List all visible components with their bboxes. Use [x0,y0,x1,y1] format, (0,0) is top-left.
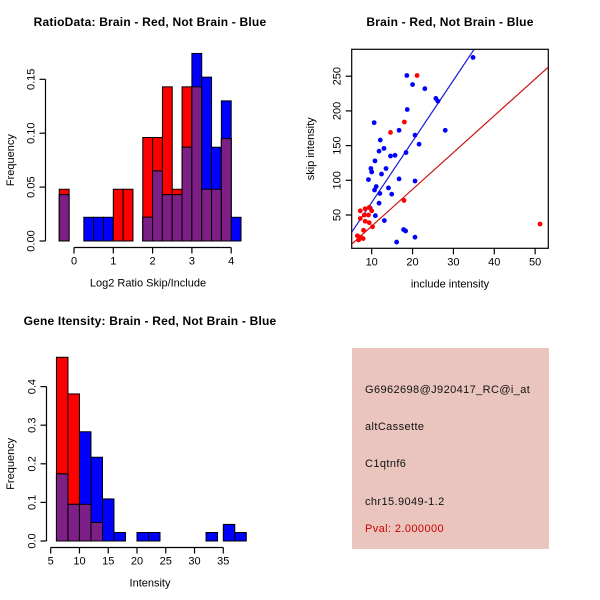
scatter-point-blue [373,158,378,163]
hist-bar-blue [137,533,149,541]
y-tick-label: 0.4 [26,378,39,395]
gene-intensity-histogram-plot [0,300,300,600]
scatter-point-blue [373,213,378,218]
scatter-point-blue [413,133,418,138]
probe-id-text: G6962698@J920417_RC@i_at [365,384,531,396]
scatter-point-red [388,130,393,135]
intensity-scatter-plot [300,0,600,300]
ratio-hist-title: RatioData: Brain - Red, Not Brain - Blue [33,15,267,29]
scatter-point-red [358,208,363,213]
scatter-point-red [362,213,367,218]
hist-bar-overlap [162,195,172,241]
x-tick-label: 1 [110,255,117,268]
hist-bar-overlap [202,189,212,241]
scatter-point-blue [366,177,371,182]
y-tick-label: 50 [331,208,344,222]
hist-bar-overlap [68,504,80,541]
scatter-point-blue [397,128,402,133]
hist-bar-overlap [59,195,69,241]
scatter-point-blue [413,179,418,184]
y-axis-title: Frequency [5,134,17,187]
hist-bar-overlap [143,217,153,241]
hist-bar-blue [114,533,126,541]
scatter-point-blue [369,170,374,175]
blue-fit-line [352,49,475,232]
scatter-point-blue [388,154,393,159]
hist-bar-overlap [192,87,202,241]
scatter-point-blue [394,240,399,245]
x-tick-label: 20 [406,256,419,269]
gene-info-panel [352,348,549,549]
scatter-point-blue [379,172,384,177]
scatter-point-blue [471,55,476,60]
y-tick-label: 150 [331,136,344,155]
x-tick-label: 50 [529,256,542,269]
hist-bar-blue [235,533,247,541]
x-tick-label: 20 [130,555,144,568]
x-axis-title: Log2 Ratio Skip/Include [89,277,207,290]
hist-bar-blue [149,533,161,541]
hist-bar-blue [103,217,113,241]
scatter-point-blue [377,201,382,206]
scatter-point-blue [382,218,387,223]
scatter-point-blue [422,86,427,91]
hist-bar-overlap [91,522,103,541]
hist-bar-blue [102,499,114,541]
scatter-point-red [538,222,543,227]
scatter-point-blue [372,188,377,193]
y-tick-label: 250 [331,67,344,86]
scatter-point-red [366,213,371,218]
scatter-point-red [361,228,366,233]
hist-bar-red [113,189,123,241]
splice-event-text: altCassette [365,421,425,433]
hist-bar-overlap [172,195,182,241]
scatter-point-blue [405,107,410,112]
scatter-point-blue [384,166,389,171]
x-tick-label: 2 [149,255,156,268]
y-axis-title: Frequency [5,437,17,490]
x-tick-label: 5 [47,555,54,568]
scatter-point-blue [377,149,382,154]
red-fit-line [352,67,549,244]
x-axis-title: Intensity [129,577,171,590]
hist-bar-overlap [221,139,231,241]
scatter-point-blue [443,128,448,133]
hist-bar-overlap [56,474,68,541]
hist-bar-overlap [212,189,222,241]
x-tick-label: 10 [365,256,378,269]
hist-bar-red [123,189,133,241]
scatter-point-blue [435,99,440,104]
scatter-point-blue [410,82,415,87]
scatter-point-red [370,224,375,229]
x-tick-label: 25 [159,555,172,568]
hist-bar-overlap [79,504,91,541]
scatter-point-red [415,73,420,78]
x-tick-label: 4 [228,255,235,268]
y-tick-label: 0.1 [26,494,39,511]
hist-bar-blue [206,533,218,541]
ratio-histogram-plot [0,0,300,300]
x-tick-label: 15 [102,555,115,568]
scatter-point-blue [393,153,398,158]
y-tick-label: 0.10 [25,122,38,144]
scatter-title: Brain - Red, Not Brain - Blue [366,15,534,29]
hist-bar-overlap [182,147,192,241]
x-tick-label: 10 [73,555,86,568]
y-tick-label: 0.00 [25,230,38,252]
pval-text: Pval: 2.000000 [365,523,444,535]
plot-frame [352,49,549,248]
gene-name-text: C1qtnf6 [365,458,407,470]
scatter-point-red [358,216,363,221]
y-axis-title: skip intensity [305,117,317,181]
x-tick-label: 30 [188,555,201,568]
y-tick-label: 100 [331,171,344,190]
scatter-point-red [367,220,372,225]
scatter-point-red [356,238,361,243]
scatter-point-red [402,120,407,125]
scatter-point-red [363,219,368,224]
scatter-point-blue [397,177,402,182]
hist-bar-blue [84,217,94,241]
scatter-point-blue [403,229,408,234]
scatter-point-red [361,236,366,241]
gene-hist-title: Gene Itensity: Brain - Red, Not Brain - Blue [23,314,277,328]
y-tick-label: 200 [331,101,344,121]
scatter-point-blue [378,138,383,143]
scatter-point-red [402,198,407,203]
scatter-point-blue [389,192,394,197]
hist-bar-overlap [153,171,163,241]
scatter-point-red [363,206,368,211]
y-tick-label: 0.05 [25,176,38,198]
scatter-point-blue [404,150,409,155]
scatter-point-blue [377,191,382,196]
x-tick-label: 35 [217,555,230,568]
scatter-point-blue [404,73,409,78]
scatter-point-blue [372,120,377,125]
location-text: chr15.9049-1.2 [365,496,445,508]
hist-bar-blue [223,524,235,541]
scatter-point-blue [413,235,418,240]
x-tick-label: 3 [188,255,195,268]
y-tick-label: 0.15 [25,68,38,91]
scatter-point-blue [386,186,391,191]
hist-bar-blue [231,217,241,241]
scatter-point-red [369,208,374,213]
y-tick-label: 0.0 [26,533,39,549]
y-tick-label: 0.3 [26,417,39,433]
y-tick-label: 0.2 [26,456,39,472]
scatter-point-blue [417,142,422,147]
x-axis-title: include intensity [410,278,490,291]
scatter-point-blue [382,146,387,151]
x-tick-label: 0 [70,255,78,268]
x-tick-label: 30 [447,256,460,269]
hist-bar-blue [94,217,104,241]
x-tick-label: 40 [488,256,501,269]
